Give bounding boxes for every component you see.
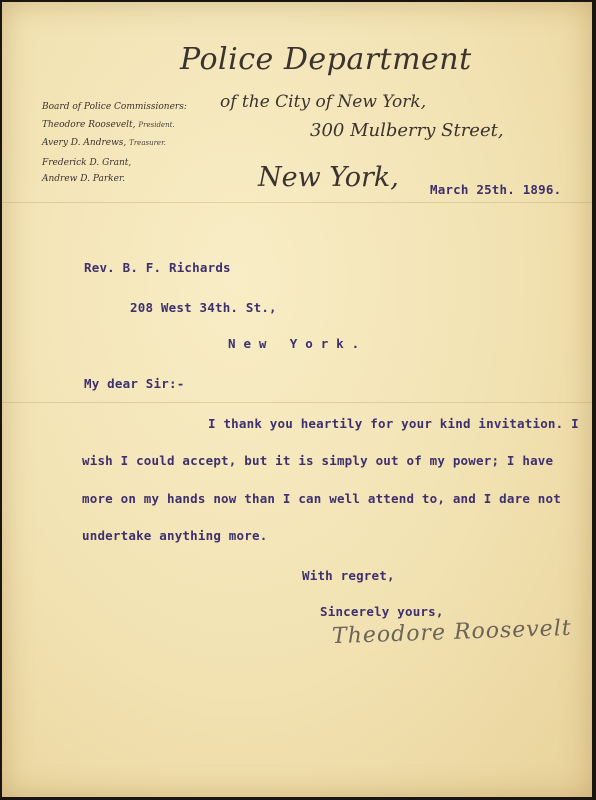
commissioner-name-text: Andrew D. Parker. xyxy=(42,174,126,184)
body-line: undertake anything more. xyxy=(82,528,268,543)
letterhead-title: Police Department xyxy=(180,42,472,77)
closing-sincerely: Sincerely yours, xyxy=(320,604,444,619)
recipient-city: N e w Y o r k . xyxy=(228,336,360,351)
commissioner-name-text: Avery D. Andrews, xyxy=(42,138,127,148)
commissioner-role: President. xyxy=(138,121,175,129)
body-line: wish I could accept, but it is simply out of my power; I have xyxy=(82,453,554,468)
letter-sheet xyxy=(2,2,592,797)
commissioner-name xyxy=(42,158,131,168)
commissioner-name xyxy=(42,120,175,130)
salutation: My dear Sir:- xyxy=(84,376,185,391)
fold-line xyxy=(2,402,592,403)
commissioner-name-text: Theodore Roosevelt, xyxy=(42,120,136,130)
commissioner-name xyxy=(42,174,125,184)
fold-line xyxy=(2,202,592,203)
body-line: I thank you heartily for your kind invitation. I xyxy=(208,416,579,431)
signature: Theodore Roosevelt xyxy=(331,615,573,650)
letterhead-city: of the City of New York, xyxy=(220,92,427,112)
letter-date: March 25th. 1896. xyxy=(430,182,562,197)
recipient-street: 208 West 34th. St., xyxy=(130,300,277,315)
commissioner-name-text: Frederick D. Grant, xyxy=(42,158,132,168)
letterhead-street: 300 Mulberry Street, xyxy=(310,120,504,141)
board-title: Board of Police Commissioners: xyxy=(42,102,187,112)
commissioner-role: Treasurer. xyxy=(129,139,166,147)
body-line: more on my hands now than I can well attend to, and I dare not xyxy=(82,491,561,506)
letterhead-place: New York, xyxy=(258,162,399,193)
closing-regret: With regret, xyxy=(302,568,395,583)
recipient-name: Rev. B. F. Richards xyxy=(84,260,231,275)
commissioner-name xyxy=(42,138,166,148)
